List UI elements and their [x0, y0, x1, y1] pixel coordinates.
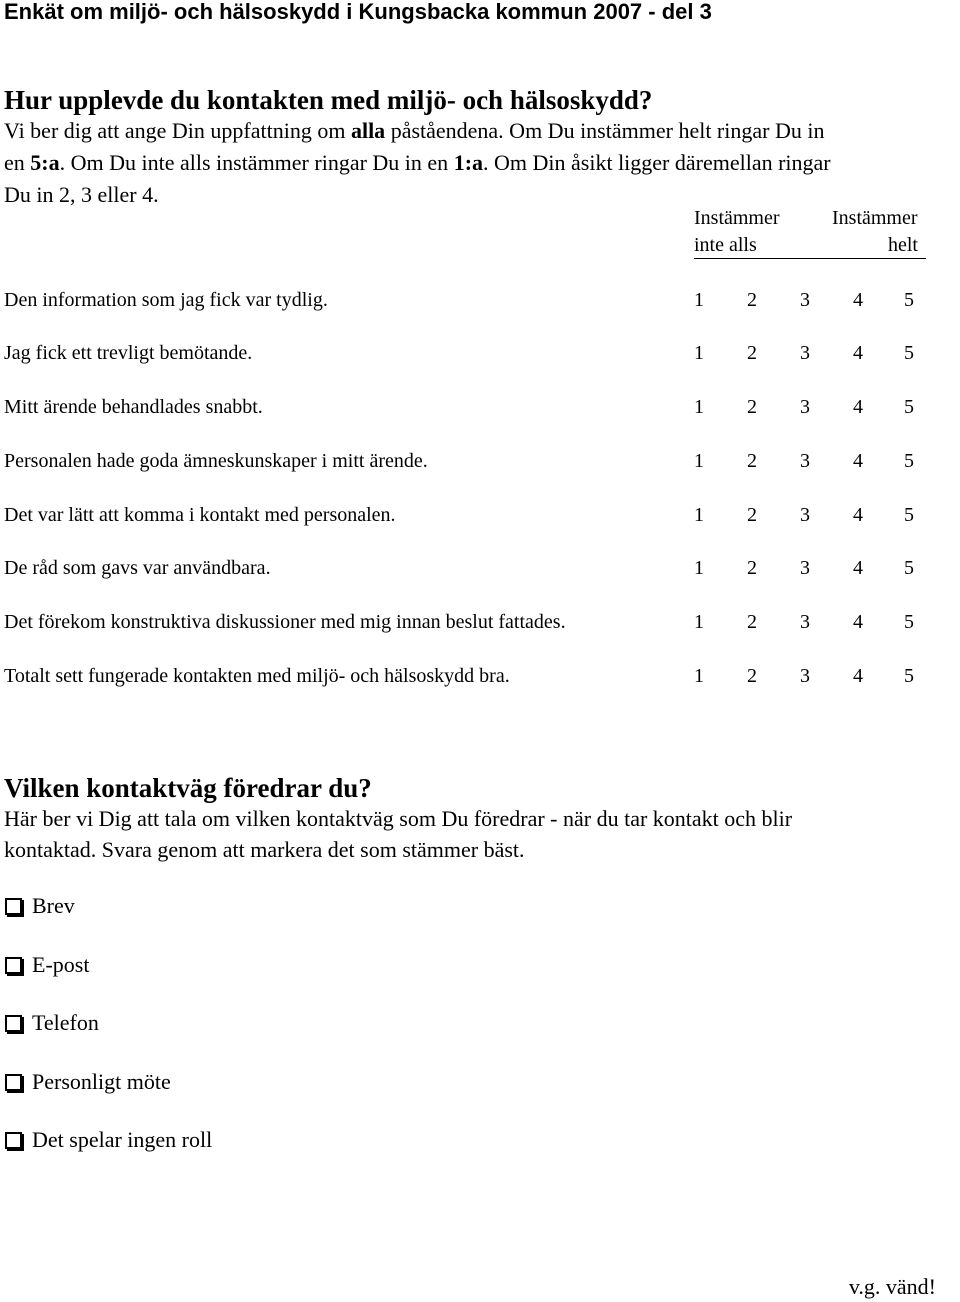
- section-title-contact-preference: Vilken kontaktväg föredrar du?: [4, 773, 372, 803]
- question-label: Totalt sett fungerade kontakten med miljö- och hälsoskydd bra.: [4, 665, 510, 687]
- contact-option-no-preference[interactable]: [5, 1127, 212, 1153]
- contact-option-email[interactable]: [5, 952, 89, 978]
- scale-low-label-line2: inte alls: [694, 234, 757, 256]
- contact-option-label: Brev: [32, 893, 75, 918]
- question-label: De råd som gavs var användbara.: [4, 557, 271, 579]
- intro-line-1: Vi ber dig att ange Din uppfattning om alla påståendena. Om Du instämmer helt ringar Du in: [4, 118, 825, 143]
- checkbox-icon[interactable]: [5, 898, 22, 915]
- rating-option-2[interactable]: 2: [747, 665, 757, 687]
- rating-option-4[interactable]: 4: [853, 342, 863, 364]
- rating-option-3[interactable]: 3: [800, 665, 810, 687]
- scale-underline: [694, 258, 926, 259]
- rating-option-4[interactable]: 4: [853, 396, 863, 418]
- section2-intro-line-2: kontaktad. Svara genom att markera det som stämmer bäst.: [4, 837, 525, 862]
- rating-option-1[interactable]: 1: [694, 665, 704, 687]
- rating-option-4[interactable]: 4: [853, 665, 863, 687]
- contact-option-label: E-post: [32, 952, 90, 977]
- footer-turn-page-note: v.g. vänd!: [848, 1274, 936, 1299]
- contact-option-label: Det spelar ingen roll: [32, 1127, 213, 1152]
- rating-option-3[interactable]: 3: [800, 396, 810, 418]
- contact-option-phone[interactable]: [5, 1010, 99, 1036]
- checkbox-icon[interactable]: [5, 1074, 22, 1091]
- question-label: Mitt ärende behandlades snabbt.: [4, 396, 263, 418]
- rating-option-3[interactable]: 3: [800, 611, 810, 633]
- rating-option-5[interactable]: 5: [904, 611, 914, 633]
- question-label: Den information som jag fick var tydlig.: [4, 289, 328, 311]
- checkbox-icon[interactable]: [5, 1132, 22, 1149]
- rating-option-2[interactable]: 2: [747, 342, 757, 364]
- rating-option-3[interactable]: 3: [800, 504, 810, 526]
- rating-option-2[interactable]: 2: [747, 450, 757, 472]
- rating-option-3[interactable]: 3: [800, 289, 810, 311]
- section-title-contact-experience: Hur upplevde du kontakten med miljö- och hälsoskydd?: [4, 85, 653, 115]
- rating-option-1[interactable]: 1: [694, 504, 704, 526]
- question-label: Jag fick ett trevligt bemötande.: [4, 342, 253, 364]
- rating-option-4[interactable]: 4: [853, 611, 863, 633]
- rating-option-2[interactable]: 2: [747, 396, 757, 418]
- section2-intro-line-1: Här ber vi Dig att tala om vilken kontaktväg som Du föredrar - när du tar kontakt och blir: [4, 806, 793, 831]
- rating-option-1[interactable]: 1: [694, 611, 704, 633]
- rating-option-5[interactable]: 5: [904, 289, 914, 311]
- question-label: Personalen hade goda ämneskunskaper i mitt ärende.: [4, 450, 428, 472]
- intro-line-2: en 5:a. Om Du inte alls instämmer ringar Du in en 1:a. Om Din åsikt ligger däremellan ringar: [4, 150, 831, 175]
- rating-option-5[interactable]: 5: [904, 504, 914, 526]
- contact-option-label: Personligt möte: [32, 1069, 171, 1094]
- rating-option-2[interactable]: 2: [747, 557, 757, 579]
- contact-option-letter[interactable]: [5, 893, 75, 919]
- rating-option-5[interactable]: 5: [904, 342, 914, 364]
- rating-option-1[interactable]: 1: [694, 557, 704, 579]
- question-label: Det var lätt att komma i kontakt med personalen.: [4, 504, 396, 526]
- rating-option-2[interactable]: 2: [747, 611, 757, 633]
- scale-high-label-line2: helt: [888, 234, 918, 256]
- contact-option-in-person[interactable]: [5, 1069, 171, 1095]
- rating-option-3[interactable]: 3: [800, 557, 810, 579]
- rating-option-4[interactable]: 4: [853, 504, 863, 526]
- rating-option-1[interactable]: 1: [694, 289, 704, 311]
- scale-high-label-line1: Instämmer: [832, 207, 918, 229]
- rating-option-1[interactable]: 1: [694, 342, 704, 364]
- scale-low-label-line1: Instämmer: [694, 207, 780, 229]
- rating-option-1[interactable]: 1: [694, 450, 704, 472]
- rating-option-5[interactable]: 5: [904, 396, 914, 418]
- rating-option-5[interactable]: 5: [904, 665, 914, 687]
- contact-option-label: Telefon: [32, 1010, 99, 1035]
- rating-option-4[interactable]: 4: [853, 289, 863, 311]
- rating-option-2[interactable]: 2: [747, 504, 757, 526]
- question-label: Det förekom konstruktiva diskussioner med mig innan beslut fattades.: [4, 611, 566, 633]
- rating-option-3[interactable]: 3: [800, 342, 810, 364]
- rating-option-1[interactable]: 1: [694, 396, 704, 418]
- rating-option-4[interactable]: 4: [853, 450, 863, 472]
- document-header: Enkät om miljö- och hälsoskydd i Kungsbacka kommun 2007 - del 3: [4, 0, 712, 24]
- rating-option-4[interactable]: 4: [853, 557, 863, 579]
- intro-line-3: Du in 2, 3 eller 4.: [4, 182, 159, 207]
- checkbox-icon[interactable]: [5, 957, 22, 974]
- rating-option-5[interactable]: 5: [904, 450, 914, 472]
- rating-option-2[interactable]: 2: [747, 289, 757, 311]
- rating-option-5[interactable]: 5: [904, 557, 914, 579]
- checkbox-icon[interactable]: [5, 1015, 22, 1032]
- rating-option-3[interactable]: 3: [800, 450, 810, 472]
